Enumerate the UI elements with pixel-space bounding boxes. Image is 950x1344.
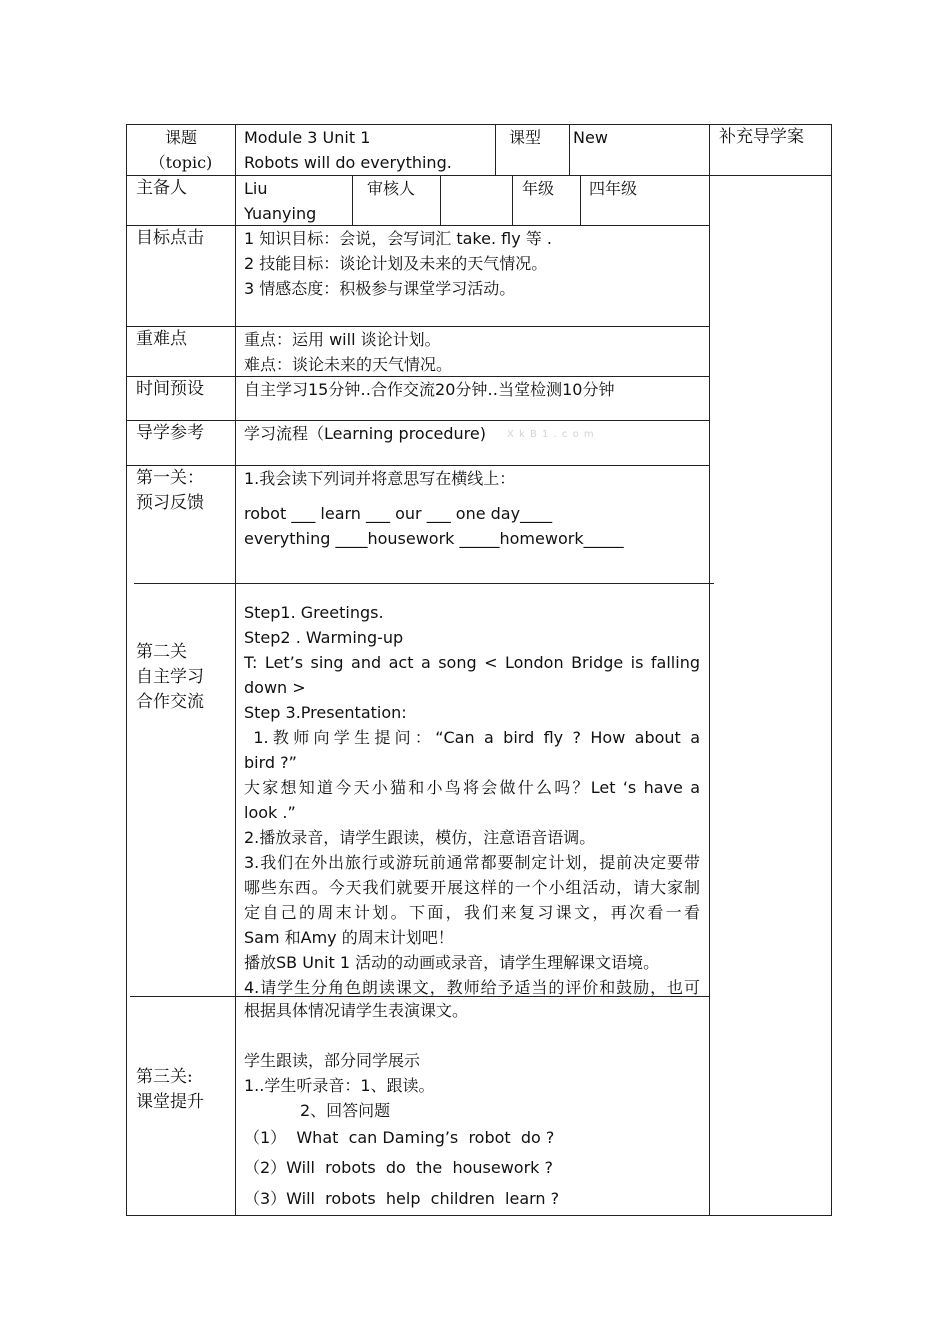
type-label: 课型 <box>509 128 542 147</box>
row-divider <box>134 583 714 584</box>
stage3-label-line: 课堂提升 <box>136 1092 204 1112</box>
main-column-divider <box>709 124 710 1216</box>
time-plan-label: 时间预设 <box>136 379 204 399</box>
objectives-label: 目标点击 <box>136 228 204 248</box>
stage2-line: Step 3.Presentation: <box>244 703 407 722</box>
guide-label: 导学参考 <box>136 423 204 443</box>
objective-line: 2 技能目标：谈论计划及未来的天气情况。 <box>244 254 548 273</box>
time-plan-text: 自主学习15分钟‥合作交流20分钟‥当堂检测10分钟 <box>244 380 615 399</box>
topic-value-line: Module 3 Unit 1 <box>244 128 371 147</box>
stage2-line: T: Let’s sing and act a song < London Bridge is falling <box>244 653 700 672</box>
reviewer-label: 审核人 <box>367 179 416 198</box>
topic-label-line: （topic) <box>149 153 213 172</box>
guide-text: 学习流程（Learning procedure) <box>244 424 486 443</box>
stage2-line: 4.请学生分角色朗读课文，教师给予适当的评价和鼓励，也可 <box>244 978 700 997</box>
table-border-left <box>126 124 127 1216</box>
stage3-label-line: 第三关: <box>136 1067 193 1087</box>
author-label: 主备人 <box>136 178 187 198</box>
stage2-line: 大家想知道今天小猫和小鸟将会做什么吗？Let ‘s have a <box>244 778 700 797</box>
stage3-line: 根据具体情况请学生表演课文。 <box>244 1001 469 1020</box>
watermark-text: X k B 1 . c o m <box>507 429 595 440</box>
objective-line: 1 知识目标：会说，会写词汇 take. fly 等 . <box>244 229 552 248</box>
stage2-line: 3.我们在外出旅行或游玩前通常都要制定计划，提前决定要带 <box>244 853 700 872</box>
stage2-line: 2.播放录音，请学生跟读，模仿，注意语音语调。 <box>244 828 596 847</box>
stage2-label-line: 自主学习 <box>136 667 204 687</box>
stage3-line: （2）Will robots do the housework ? <box>244 1158 553 1177</box>
stage1-label <box>136 466 204 516</box>
table-border-bottom <box>126 1215 832 1216</box>
stage3-line: 学生跟读，部分同学展示 <box>244 1051 421 1070</box>
author-value-line: Yuanying <box>244 204 317 223</box>
grade-value: 四年级 <box>589 179 638 198</box>
stage2-label-line: 合作交流 <box>136 692 204 712</box>
stage2-line: down > <box>244 678 306 697</box>
col-divider <box>440 175 441 225</box>
stage3-line: 1..学生听录音：1、跟读。 <box>244 1076 435 1095</box>
stage2-label <box>136 640 204 715</box>
stage3-label <box>136 1065 204 1115</box>
stage2-line: 哪些东西。今天我们就要开展这样的一个小组活动，请大家制 <box>244 878 700 897</box>
stage3-line <box>244 1023 704 1048</box>
stage3-content <box>244 998 704 1214</box>
stage2-line: 定自己的周末计划。下面，我们来复习课文，再次看一看 <box>244 903 700 922</box>
objective-line: 3 情感态度：积极参与课堂学习活动。 <box>244 279 516 298</box>
grade-label: 年级 <box>522 179 555 198</box>
stage1-label-line: 预习反馈 <box>136 493 204 513</box>
stage2-line: Step1. Greetings. <box>244 603 384 622</box>
label-column-divider <box>235 124 236 1216</box>
stage2-line: 1.教师向学生提问：“Can a bird fly ? How about a <box>244 728 700 747</box>
key-point-line: 难点：谈论未来的天气情况。 <box>244 355 453 374</box>
topic-value <box>244 125 494 175</box>
stage1-line: robot ___ learn ___ our ___ one day____ <box>244 504 553 523</box>
key-points-label: 重难点 <box>136 329 187 349</box>
stage3-line: （1） What can Daming’s robot do ? <box>244 1128 555 1147</box>
table-border-right <box>831 124 832 1216</box>
col-divider <box>580 175 581 225</box>
stage1-line: 1.我会读下列词并将意思写在横线上： <box>244 469 516 488</box>
col-divider <box>352 175 353 225</box>
stage2-line: look .” <box>244 803 296 822</box>
stage2-line: Sam 和Amy 的周末计划吧！ <box>244 928 454 947</box>
objectives-content <box>244 226 704 301</box>
topic-value-line: Robots will do everything. <box>244 153 452 172</box>
stage3-line: （3）Will robots help children learn ? <box>244 1189 560 1208</box>
col-divider <box>512 175 513 225</box>
col-divider <box>495 124 496 175</box>
stage1-line: everything ____housework _____homework_____ <box>244 529 624 548</box>
author-value <box>244 176 316 226</box>
row-divider <box>126 175 832 176</box>
topic-label <box>127 125 235 175</box>
stage2-label-line: 第二关 <box>136 642 187 662</box>
key-points-content <box>244 327 704 377</box>
stage2-content <box>244 600 700 1000</box>
stage2-line: Step2 . Warming-up <box>244 628 404 647</box>
supplement-label: 补充导学案 <box>719 127 804 147</box>
col-divider <box>569 124 570 175</box>
stage2-line: 播放SB Unit 1 活动的动画或录音，请学生理解课文语境。 <box>244 953 660 972</box>
type-value: New <box>573 128 608 147</box>
stage3-line: 2、回答问题 <box>244 1101 391 1120</box>
author-value-line: Liu <box>244 179 268 198</box>
topic-label-line: 课题 <box>164 128 197 147</box>
stage1-content <box>244 466 704 551</box>
stage1-label-line: 第一关： <box>136 468 204 488</box>
stage2-line: bird ?” <box>244 753 297 772</box>
key-point-line: 重点：运用 will 谈论计划。 <box>244 330 441 349</box>
